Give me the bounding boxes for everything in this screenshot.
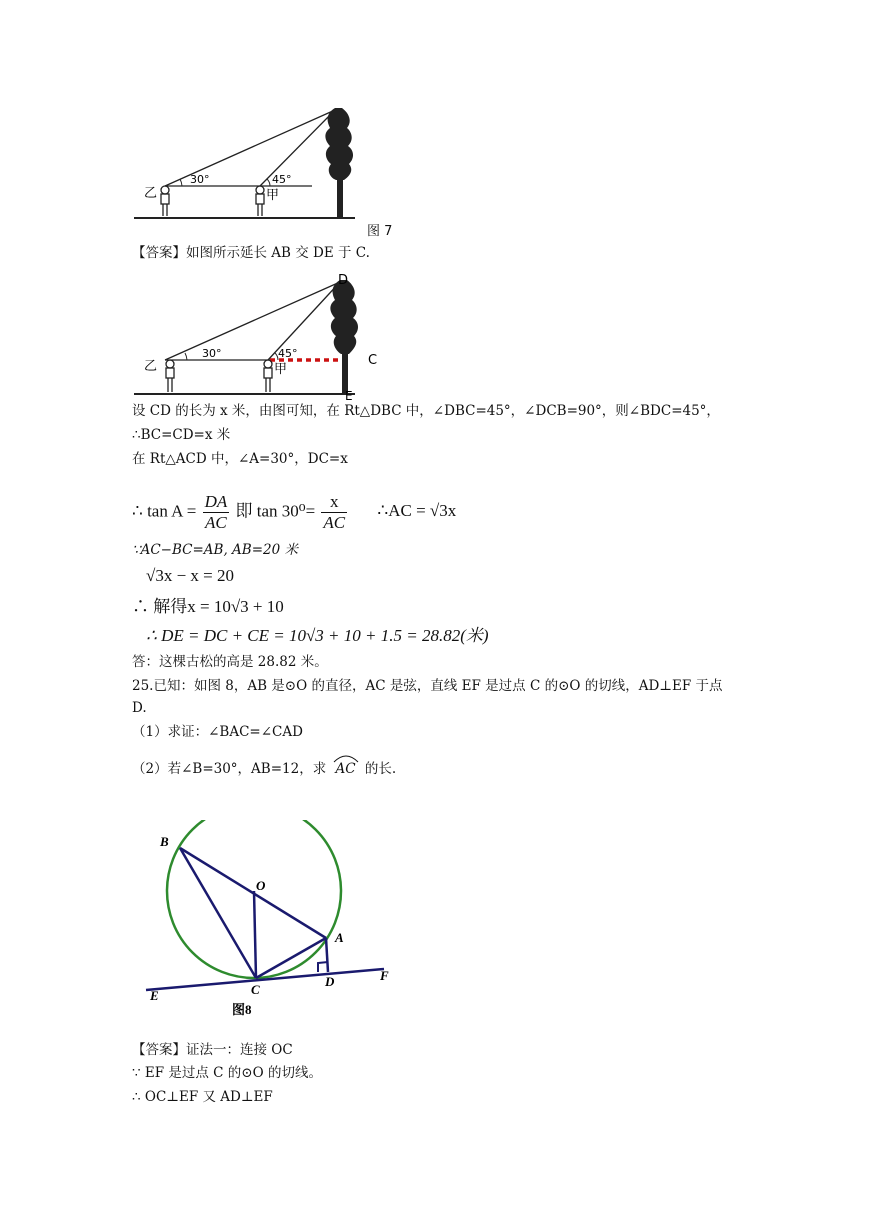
- answer-person-far: 乙: [144, 359, 158, 374]
- point-c-label: C: [368, 353, 378, 368]
- point-b: B: [160, 834, 169, 849]
- figure-7-caption: 图 7: [367, 224, 393, 239]
- answer2-line-3: ∴ OC⊥EF 又 AD⊥EF: [132, 1089, 273, 1105]
- answer-line-1: 设 CD 的长为 x 米，由图可知，在 Rt△DBC 中，∠DBC=45°，∠DCB=90°，则∠BDC=45°，: [132, 403, 720, 419]
- answer-line-3: 在 Rt△ACD 中，∠A=30°，DC=x: [132, 451, 348, 467]
- equation-4: ∴ DE = DC + CE = 10√3 + 10 + 1.5 = 28.82(米): [146, 626, 489, 645]
- figure-7: [130, 100, 410, 240]
- answer2-line-2: ∵ EF 是过点 C 的⊙O 的切线。: [132, 1065, 322, 1081]
- person-near-label: 甲: [266, 188, 280, 203]
- answer-angle-30: 30°: [202, 347, 222, 360]
- eq1-frac-den: AC: [205, 513, 227, 532]
- eq1-fraction-2: [321, 492, 347, 533]
- problem-25-stem-2: D.: [132, 700, 147, 716]
- part-2-suffix: 的长.: [364, 761, 397, 777]
- tree-figure-7: [325, 108, 353, 218]
- angle-30-label: 30°: [190, 173, 210, 186]
- point-e-label: E: [345, 389, 353, 402]
- equation-3: ∴ 解得x = 10√3 + 10: [132, 597, 284, 616]
- answer-intro: 【答案】如图所示延长 AB 交 DE 于 C.: [132, 245, 370, 261]
- eq1-frac-num: DA: [204, 492, 228, 511]
- answer-line-2: ∴BC=CD=x 米: [132, 427, 231, 443]
- eq1-frac2-den: AC: [323, 513, 346, 532]
- answer-angle-45: 45°: [278, 347, 298, 360]
- part-2-prefix: （2）若∠B=30°，AB=12，求: [132, 761, 327, 777]
- eq1-result: ∴AC = √3x: [377, 501, 457, 521]
- eq1-mid: 即 tan 30⁰=: [235, 501, 316, 521]
- point-f: F: [380, 968, 389, 983]
- person-far-answer: [166, 360, 174, 392]
- answer-line-4: ∵AC−BC=AB, AB=20 米: [132, 542, 298, 558]
- segment-ad: [326, 938, 328, 972]
- answer-figure: [130, 272, 390, 402]
- tree-answer: [330, 280, 358, 394]
- answer-conclusion: 答：这棵古松的高是 28.82 米。: [132, 654, 328, 670]
- chord-ca: [256, 938, 326, 978]
- arc-ac-label: AC: [335, 761, 356, 777]
- chord-bc: [180, 848, 256, 978]
- eq1-fraction-1: [203, 492, 230, 533]
- eq1-frac2-num: x: [321, 492, 347, 513]
- answer-person-near: 甲: [274, 362, 288, 377]
- point-c: C: [251, 982, 260, 997]
- arc-ac-symbol: [333, 760, 359, 778]
- person-far: [161, 186, 169, 216]
- person-far-label: 乙: [144, 186, 158, 201]
- equation-1: [132, 492, 456, 533]
- problem-25-stem-1: 25.已知：如图 8，AB 是⊙O 的直径，AC 是弦，直线 EF 是过点 C 的⊙O 的切线，AD⊥EF 于点: [132, 678, 723, 694]
- equation-2: √3x − x = 20: [146, 566, 235, 585]
- problem-25-part-1: [132, 723, 303, 741]
- point-o: O: [256, 878, 266, 893]
- person-near: [256, 186, 264, 216]
- answer2-line-1: 【答案】证法一：连接 OC: [132, 1042, 293, 1058]
- point-d-label: D: [338, 273, 349, 288]
- figure-8-caption: 图8: [232, 1002, 252, 1017]
- figure-8: [140, 820, 410, 1030]
- problem-25-part-2: [132, 760, 396, 778]
- person-near-answer: [264, 360, 272, 392]
- part-1-text: （1）求证：∠BAC=∠CAD: [132, 724, 303, 740]
- point-d: D: [325, 974, 335, 989]
- radius-oc: [254, 891, 256, 978]
- point-e: E: [150, 988, 159, 1003]
- eq1-prefix: ∴ tan A =: [132, 501, 197, 521]
- point-a: A: [335, 930, 344, 945]
- angle-45-label: 45°: [272, 173, 292, 186]
